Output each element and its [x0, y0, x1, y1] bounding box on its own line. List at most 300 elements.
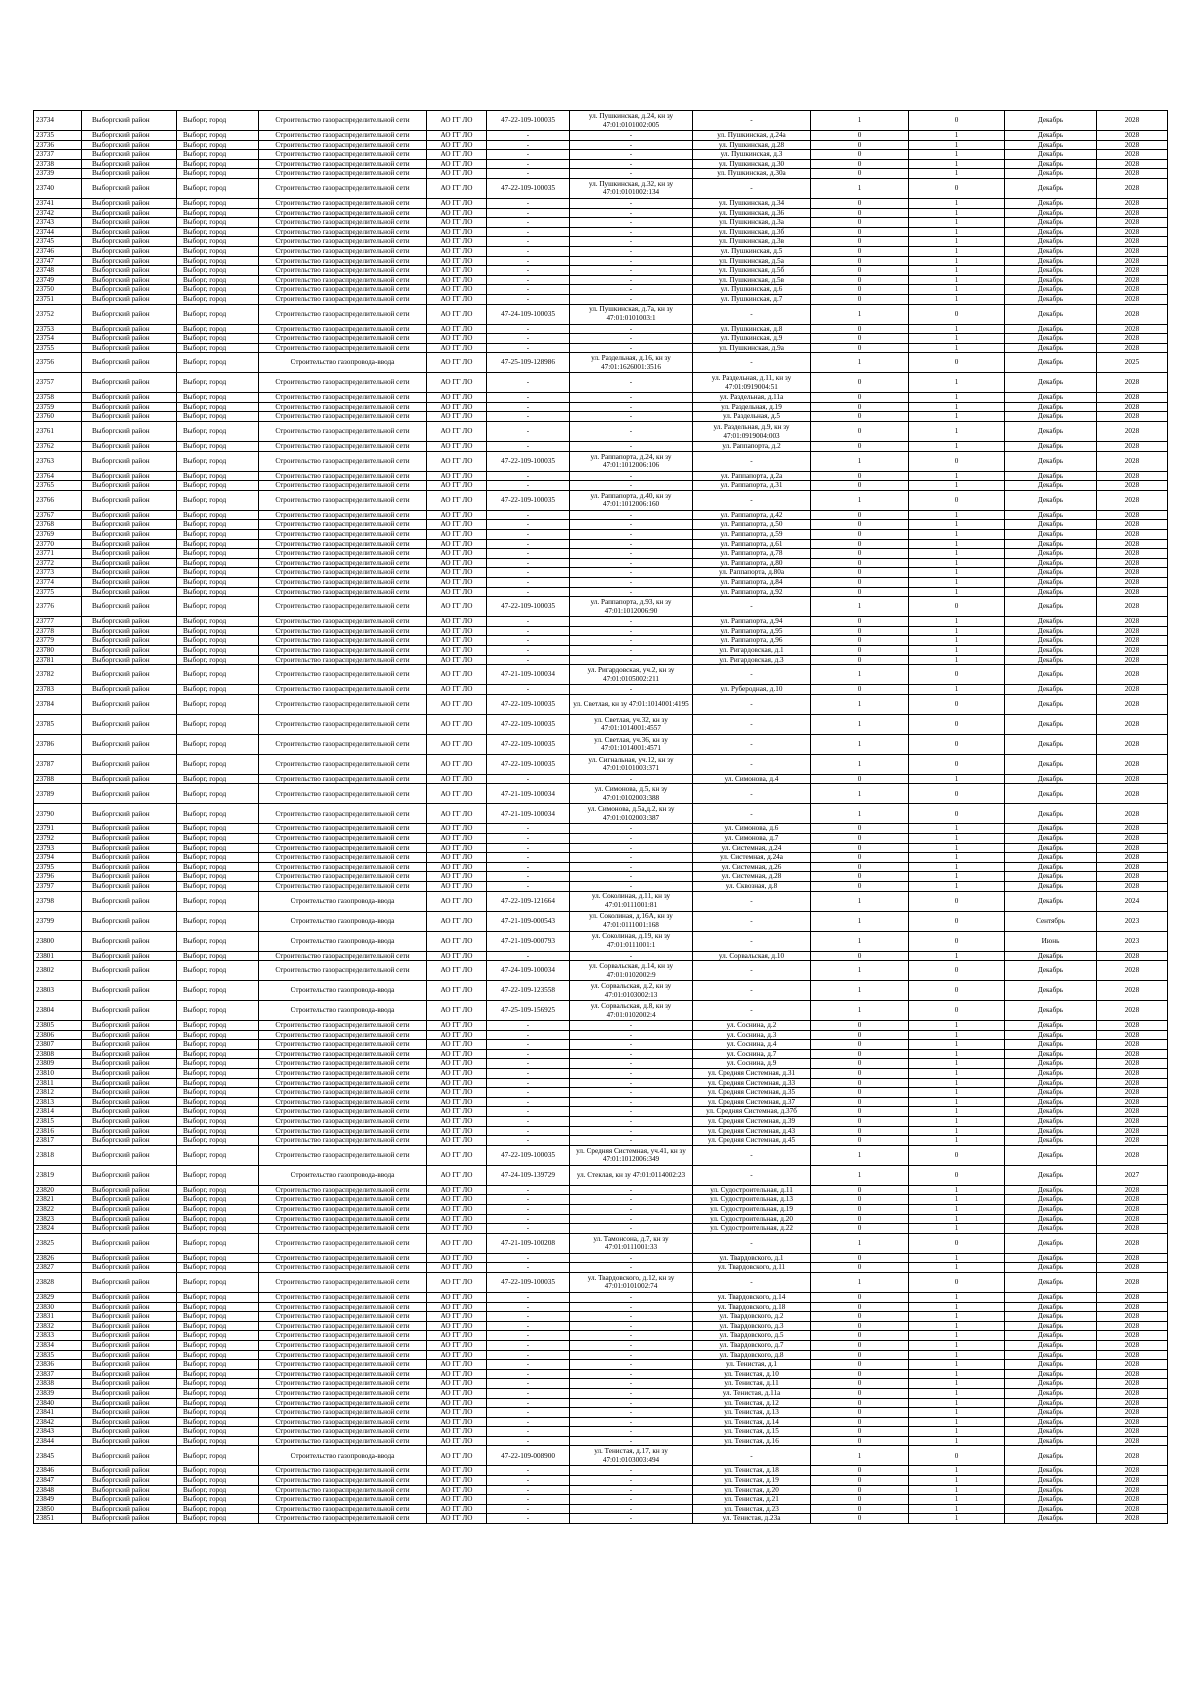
cell-program-number: - [487, 645, 570, 655]
cell-city: Выборг, город [177, 198, 259, 208]
cell-organization: АО ГГ ЛО [427, 1145, 487, 1165]
cell-city: Выборг, город [177, 1466, 259, 1476]
cell-city: Выборг, город [177, 393, 259, 403]
table-row [34, 324, 1168, 334]
cell-count-b: 1 [909, 208, 1005, 218]
cell-month: Декабрь [1005, 1504, 1097, 1514]
cell-city: Выборг, город [177, 1030, 259, 1040]
table-row [34, 1088, 1168, 1098]
cell-program-number: 47-21-109-100034 [487, 804, 570, 824]
cell-work-type: Строительство газораспределительной сети [259, 824, 427, 834]
cell-count-a: 0 [811, 685, 909, 695]
table-row [34, 1495, 1168, 1505]
cell-house-address: - [693, 597, 811, 617]
cell-month: Декабрь [1005, 981, 1097, 1001]
cell-cadastral-address: - [570, 1436, 693, 1446]
table-row [34, 1417, 1168, 1427]
cell-id: 23830 [34, 1302, 82, 1312]
cell-city: Выборг, город [177, 304, 259, 324]
cell-house-address: ул. Твардовского, д.11 [693, 1263, 811, 1273]
cell-month: Декабрь [1005, 1436, 1097, 1446]
cell-work-type: Строительство газораспределительной сети [259, 1069, 427, 1079]
cell-id: 23832 [34, 1321, 82, 1331]
cell-house-address: ул. Ригардовская, д.1 [693, 645, 811, 655]
cell-cadastral-address: ул. Светлая, кн зу 47:01:1014001:4195 [570, 694, 693, 714]
cell-organization: АО ГГ ЛО [427, 665, 487, 685]
cell-count-a: 0 [811, 208, 909, 218]
cell-program-number: - [487, 1350, 570, 1360]
cell-house-address: ул. Средняя Системная, д.37б [693, 1107, 811, 1117]
cell-year: 2028 [1097, 275, 1168, 285]
cell-id: 23801 [34, 951, 82, 961]
cell-city: Выборг, город [177, 617, 259, 627]
cell-work-type: Строительство газораспределительной сети [259, 843, 427, 853]
cell-district: Выборгский район [82, 1331, 177, 1341]
cell-cadastral-address: ул. Твардовского, д.12, кн зу 47:01:0101002:74 [570, 1272, 693, 1292]
cell-organization: АО ГГ ЛО [427, 520, 487, 530]
cell-program-number: - [487, 853, 570, 863]
cell-work-type: Строительство газораспределительной сети [259, 1272, 427, 1292]
cell-count-b: 1 [909, 285, 1005, 295]
cell-cadastral-address: - [570, 1126, 693, 1136]
cell-month: Декабрь [1005, 1145, 1097, 1165]
cell-month: Декабрь [1005, 1205, 1097, 1215]
cell-count-b: 1 [909, 1078, 1005, 1088]
cell-district: Выборгский район [82, 1302, 177, 1312]
table-row [34, 1078, 1168, 1088]
cell-organization: АО ГГ ЛО [427, 373, 487, 393]
cell-house-address: ул. Раздельная, д.5 [693, 412, 811, 422]
cell-count-a: 0 [811, 881, 909, 891]
cell-count-a: 0 [811, 1321, 909, 1331]
cell-work-type: Строительство газораспределительной сети [259, 150, 427, 160]
cell-year: 2028 [1097, 294, 1168, 304]
cell-count-a: 0 [811, 1214, 909, 1224]
cell-year: 2028 [1097, 1030, 1168, 1040]
cell-work-type: Строительство газораспределительной сети [259, 451, 427, 471]
cell-organization: АО ГГ ЛО [427, 1408, 487, 1418]
cell-program-number: - [487, 1495, 570, 1505]
cell-id: 23817 [34, 1136, 82, 1146]
cell-program-number: 47-22-109-100035 [487, 734, 570, 754]
cell-count-b: 1 [909, 587, 1005, 597]
cell-district: Выборгский район [82, 1021, 177, 1031]
table-row [34, 373, 1168, 393]
cell-city: Выборг, город [177, 1398, 259, 1408]
table-row [34, 1214, 1168, 1224]
cell-month: Декабрь [1005, 549, 1097, 559]
cell-count-b: 1 [909, 256, 1005, 266]
cell-count-a: 0 [811, 246, 909, 256]
cell-id: 23814 [34, 1107, 82, 1117]
table-row [34, 530, 1168, 540]
cell-count-a: 0 [811, 140, 909, 150]
cell-house-address: ул. Раздельная, д.11, кн зу 47:01:0919004:51 [693, 373, 811, 393]
cell-work-type: Строительство газораспределительной сети [259, 520, 427, 530]
cell-city: Выборг, город [177, 1136, 259, 1146]
cell-program-number: - [487, 1427, 570, 1437]
cell-organization: АО ГГ ЛО [427, 159, 487, 169]
cell-year: 2028 [1097, 824, 1168, 834]
cell-district: Выборгский район [82, 1195, 177, 1205]
cell-month: Декабрь [1005, 178, 1097, 198]
cell-month: Декабрь [1005, 872, 1097, 882]
cell-city: Выборг, город [177, 353, 259, 373]
cell-city: Выборг, город [177, 442, 259, 452]
cell-organization: АО ГГ ЛО [427, 1446, 487, 1466]
cell-year: 2028 [1097, 1272, 1168, 1292]
cell-district: Выборгский район [82, 636, 177, 646]
cell-district: Выборгский район [82, 645, 177, 655]
cell-year: 2028 [1097, 1117, 1168, 1127]
cell-month: Декабрь [1005, 1302, 1097, 1312]
cell-city: Выборг, город [177, 530, 259, 540]
cell-count-b: 0 [909, 1001, 1005, 1021]
cell-organization: АО ГГ ЛО [427, 1069, 487, 1079]
cell-house-address: ул. Пушкинская, д.3 [693, 150, 811, 160]
cell-cadastral-address: - [570, 1398, 693, 1408]
cell-city: Выборг, город [177, 1321, 259, 1331]
cell-count-b: 1 [909, 636, 1005, 646]
cell-district: Выборгский район [82, 218, 177, 228]
table-row [34, 1195, 1168, 1205]
cell-month: Декабрь [1005, 1107, 1097, 1117]
cell-cadastral-address: - [570, 626, 693, 636]
cell-house-address: ул. Пушкинская, д.6 [693, 285, 811, 295]
cell-organization: АО ГГ ЛО [427, 1292, 487, 1302]
cell-district: Выборгский район [82, 587, 177, 597]
cell-program-number: - [487, 266, 570, 276]
table-row [34, 645, 1168, 655]
cell-count-a: 0 [811, 373, 909, 393]
cell-id: 23809 [34, 1059, 82, 1069]
cell-cadastral-address: - [570, 1224, 693, 1234]
cell-program-number: - [487, 833, 570, 843]
cell-id: 23737 [34, 150, 82, 160]
table-row [34, 451, 1168, 471]
table-row [34, 804, 1168, 824]
cell-house-address: ул. Системная, д.26 [693, 862, 811, 872]
cell-month: Декабрь [1005, 353, 1097, 373]
cell-count-b: 1 [909, 655, 1005, 665]
cell-house-address: ул. Пушкинская, д.5 [693, 246, 811, 256]
cell-year: 2028 [1097, 237, 1168, 247]
cell-organization: АО ГГ ЛО [427, 1485, 487, 1495]
cell-count-a: 0 [811, 481, 909, 491]
cell-count-b: 1 [909, 539, 1005, 549]
table-row [34, 178, 1168, 198]
cell-cadastral-address: - [570, 1485, 693, 1495]
cell-house-address: ул. Средняя Системная, д.43 [693, 1126, 811, 1136]
cell-count-b: 0 [909, 784, 1005, 804]
cell-id: 23753 [34, 324, 82, 334]
cell-id: 23822 [34, 1205, 82, 1215]
cell-house-address: ул. Соснина, д.3 [693, 1030, 811, 1040]
cell-count-b: 0 [909, 304, 1005, 324]
cell-program-number: - [487, 285, 570, 295]
cell-house-address: - [693, 754, 811, 774]
cell-count-b: 0 [909, 1446, 1005, 1466]
cell-work-type: Строительство газораспределительной сети [259, 294, 427, 304]
cell-count-b: 1 [909, 1398, 1005, 1408]
cell-work-type: Строительство газораспределительной сети [259, 246, 427, 256]
cell-city: Выборг, город [177, 558, 259, 568]
table-row [34, 587, 1168, 597]
cell-district: Выборгский район [82, 140, 177, 150]
cell-program-number: 47-22-109-100035 [487, 1145, 570, 1165]
cell-count-a: 0 [811, 422, 909, 442]
cell-month: Декабрь [1005, 442, 1097, 452]
cell-year: 2028 [1097, 578, 1168, 588]
cell-month: Декабрь [1005, 558, 1097, 568]
cell-organization: АО ГГ ЛО [427, 178, 487, 198]
cell-id: 23792 [34, 833, 82, 843]
cell-count-a: 0 [811, 1059, 909, 1069]
cell-house-address: ул. Средняя Системная, д.31 [693, 1069, 811, 1079]
cell-count-a: 0 [811, 1088, 909, 1098]
cell-house-address: ул. Пушкинская, д.5в [693, 275, 811, 285]
cell-month: Декабрь [1005, 1388, 1097, 1398]
cell-city: Выборг, город [177, 1224, 259, 1234]
cell-count-b: 1 [909, 169, 1005, 179]
cell-month: Декабрь [1005, 1021, 1097, 1031]
cell-cadastral-address: - [570, 343, 693, 353]
cell-count-a: 0 [811, 833, 909, 843]
cell-house-address: ул. Пушкинская, д.36 [693, 208, 811, 218]
cell-city: Выборг, город [177, 665, 259, 685]
cell-program-number: 47-24-109-139729 [487, 1165, 570, 1185]
cell-program-number: 47-25-109-156925 [487, 1001, 570, 1021]
cell-city: Выборг, город [177, 227, 259, 237]
cell-work-type: Строительство газораспределительной сети [259, 1350, 427, 1360]
cell-district: Выборгский район [82, 159, 177, 169]
cell-house-address: ул. Средняя Системная, д.37 [693, 1097, 811, 1107]
cell-cadastral-address: ул. Тамонсона, д.7, кн зу 47:01:0111001:33 [570, 1233, 693, 1253]
cell-count-a: 1 [811, 981, 909, 1001]
cell-month: Декабрь [1005, 754, 1097, 774]
cell-program-number: 47-22-109-121664 [487, 891, 570, 911]
cell-district: Выборгский район [82, 665, 177, 685]
cell-year: 2028 [1097, 442, 1168, 452]
cell-work-type: Строительство газораспределительной сети [259, 1205, 427, 1215]
cell-house-address: ул. Твардовского, д.2 [693, 1312, 811, 1322]
cell-count-a: 0 [811, 1417, 909, 1427]
cell-program-number: - [487, 237, 570, 247]
cell-month: Декабрь [1005, 961, 1097, 981]
cell-work-type: Строительство газораспределительной сети [259, 1340, 427, 1350]
cell-id: 23768 [34, 520, 82, 530]
cell-count-a: 0 [811, 578, 909, 588]
table-row [34, 1446, 1168, 1466]
cell-district: Выборгский район [82, 131, 177, 141]
cell-house-address: ул. Раппапорта, д.78 [693, 549, 811, 559]
cell-district: Выборгский район [82, 1253, 177, 1263]
cell-house-address: ул. Раппапорта, д.92 [693, 587, 811, 597]
cell-cadastral-address: - [570, 1350, 693, 1360]
cell-program-number: - [487, 246, 570, 256]
cell-program-number: - [487, 1485, 570, 1495]
cell-organization: АО ГГ ЛО [427, 530, 487, 540]
cell-house-address: ул. Тенистая, д.18 [693, 1466, 811, 1476]
table-row [34, 490, 1168, 510]
cell-count-b: 1 [909, 626, 1005, 636]
cell-year: 2023 [1097, 931, 1168, 951]
cell-program-number: - [487, 1040, 570, 1050]
cell-count-b: 1 [909, 334, 1005, 344]
cell-organization: АО ГГ ЛО [427, 343, 487, 353]
cell-count-a: 1 [811, 304, 909, 324]
cell-city: Выборг, город [177, 1292, 259, 1302]
cell-program-number: - [487, 402, 570, 412]
cell-organization: АО ГГ ЛО [427, 1021, 487, 1031]
cell-house-address: ул. Судостроительная, д.13 [693, 1195, 811, 1205]
table-row [34, 159, 1168, 169]
cell-count-a: 0 [811, 218, 909, 228]
cell-count-b: 1 [909, 1417, 1005, 1427]
cell-id: 23736 [34, 140, 82, 150]
cell-organization: АО ГГ ЛО [427, 568, 487, 578]
cell-count-a: 0 [811, 275, 909, 285]
cell-month: Декабрь [1005, 714, 1097, 734]
cell-cadastral-address: - [570, 208, 693, 218]
cell-district: Выборгский район [82, 1272, 177, 1292]
cell-city: Выборг, город [177, 1388, 259, 1398]
cell-organization: АО ГГ ЛО [427, 1302, 487, 1312]
cell-count-b: 1 [909, 227, 1005, 237]
cell-house-address: - [693, 804, 811, 824]
cell-city: Выборг, город [177, 833, 259, 843]
cell-house-address: ул. Раппапорта, д.42 [693, 510, 811, 520]
cell-cadastral-address: - [570, 402, 693, 412]
cell-city: Выборг, город [177, 1446, 259, 1466]
cell-cadastral-address: - [570, 266, 693, 276]
cell-organization: АО ГГ ЛО [427, 685, 487, 695]
cell-district: Выборгский район [82, 1040, 177, 1050]
cell-city: Выборг, город [177, 218, 259, 228]
cell-program-number: 47-22-109-100035 [487, 111, 570, 131]
table-row [34, 1408, 1168, 1418]
cell-count-a: 1 [811, 1233, 909, 1253]
cell-house-address: ул. Средняя Системная, д.39 [693, 1117, 811, 1127]
cell-count-a: 1 [811, 931, 909, 951]
cell-cadastral-address: - [570, 442, 693, 452]
cell-year: 2028 [1097, 1495, 1168, 1505]
cell-organization: АО ГГ ЛО [427, 1030, 487, 1040]
cell-id: 23793 [34, 843, 82, 853]
table-row [34, 1145, 1168, 1165]
table-row [34, 1205, 1168, 1215]
cell-city: Выборг, город [177, 150, 259, 160]
cell-district: Выборгский район [82, 1263, 177, 1273]
cell-id: 23804 [34, 1001, 82, 1021]
cell-count-a: 0 [811, 198, 909, 208]
cell-work-type: Строительство газораспределительной сети [259, 655, 427, 665]
cell-organization: АО ГГ ЛО [427, 891, 487, 911]
cell-year: 2028 [1097, 645, 1168, 655]
cell-organization: АО ГГ ЛО [427, 218, 487, 228]
cell-program-number: - [487, 208, 570, 218]
cell-district: Выборгский район [82, 1292, 177, 1302]
cell-year: 2028 [1097, 1292, 1168, 1302]
table-row [34, 353, 1168, 373]
cell-house-address: - [693, 353, 811, 373]
cell-count-b: 0 [909, 754, 1005, 774]
cell-house-address: - [693, 911, 811, 931]
cell-house-address: ул. Тенистая, д.16 [693, 1436, 811, 1446]
cell-district: Выборгский район [82, 1214, 177, 1224]
cell-district: Выборгский район [82, 285, 177, 295]
cell-cadastral-address: ул. Пушкинская, д.7а, кн зу 47:01:0101003:1 [570, 304, 693, 324]
cell-house-address: ул. Пушкинская, д.5а [693, 256, 811, 266]
cell-month: Декабрь [1005, 159, 1097, 169]
cell-district: Выборгский район [82, 833, 177, 843]
cell-month: Декабрь [1005, 343, 1097, 353]
cell-program-number: 47-21-109-100034 [487, 784, 570, 804]
cell-work-type: Строительство газораспределительной сети [259, 111, 427, 131]
cell-house-address: ул. Средняя Системная, д.35 [693, 1088, 811, 1098]
cell-district: Выборгский район [82, 774, 177, 784]
cell-organization: АО ГГ ЛО [427, 353, 487, 373]
cell-organization: АО ГГ ЛО [427, 208, 487, 218]
cell-year: 2028 [1097, 266, 1168, 276]
cell-program-number: - [487, 1195, 570, 1205]
cell-house-address: - [693, 714, 811, 734]
cell-count-a: 0 [811, 442, 909, 452]
table-row [34, 1030, 1168, 1040]
cell-city: Выборг, город [177, 1331, 259, 1341]
cell-work-type: Строительство газораспределительной сети [259, 774, 427, 784]
cell-count-b: 1 [909, 1321, 1005, 1331]
cell-district: Выборгский район [82, 1466, 177, 1476]
cell-cadastral-address: - [570, 412, 693, 422]
cell-house-address: ул. Раздельная, д.11а [693, 393, 811, 403]
cell-cadastral-address: - [570, 1379, 693, 1389]
cell-month: Декабрь [1005, 578, 1097, 588]
cell-cadastral-address: - [570, 1388, 693, 1398]
cell-year: 2028 [1097, 1340, 1168, 1350]
cell-program-number: 47-21-109-100208 [487, 1233, 570, 1253]
cell-count-a: 0 [811, 1485, 909, 1495]
cell-month: Декабрь [1005, 1214, 1097, 1224]
cell-month: Декабрь [1005, 266, 1097, 276]
table-row [34, 1233, 1168, 1253]
cell-city: Выборг, город [177, 1427, 259, 1437]
cell-count-a: 0 [811, 862, 909, 872]
cell-work-type: Строительство газораспределительной сети [259, 1495, 427, 1505]
cell-count-a: 0 [811, 645, 909, 655]
cell-cadastral-address: ул. Средняя Системная, уч.41, кн зу 47:01:1012006:349 [570, 1145, 693, 1165]
table-row [34, 1485, 1168, 1495]
cell-organization: АО ГГ ЛО [427, 1059, 487, 1069]
table-row [34, 1379, 1168, 1389]
cell-month: Декабрь [1005, 694, 1097, 714]
table-row [34, 422, 1168, 442]
cell-house-address: ул. Судостроительная, д.22 [693, 1224, 811, 1234]
cell-cadastral-address: - [570, 140, 693, 150]
cell-id: 23758 [34, 393, 82, 403]
cell-year: 2028 [1097, 285, 1168, 295]
cell-month: Декабрь [1005, 685, 1097, 695]
cell-district: Выборгский район [82, 961, 177, 981]
cell-house-address: - [693, 665, 811, 685]
cell-year: 2028 [1097, 597, 1168, 617]
cell-id: 23787 [34, 754, 82, 774]
cell-count-b: 1 [909, 1263, 1005, 1273]
cell-organization: АО ГГ ЛО [427, 911, 487, 931]
cell-district: Выборгский район [82, 402, 177, 412]
cell-work-type: Строительство газораспределительной сети [259, 1195, 427, 1205]
cell-cadastral-address: - [570, 774, 693, 784]
